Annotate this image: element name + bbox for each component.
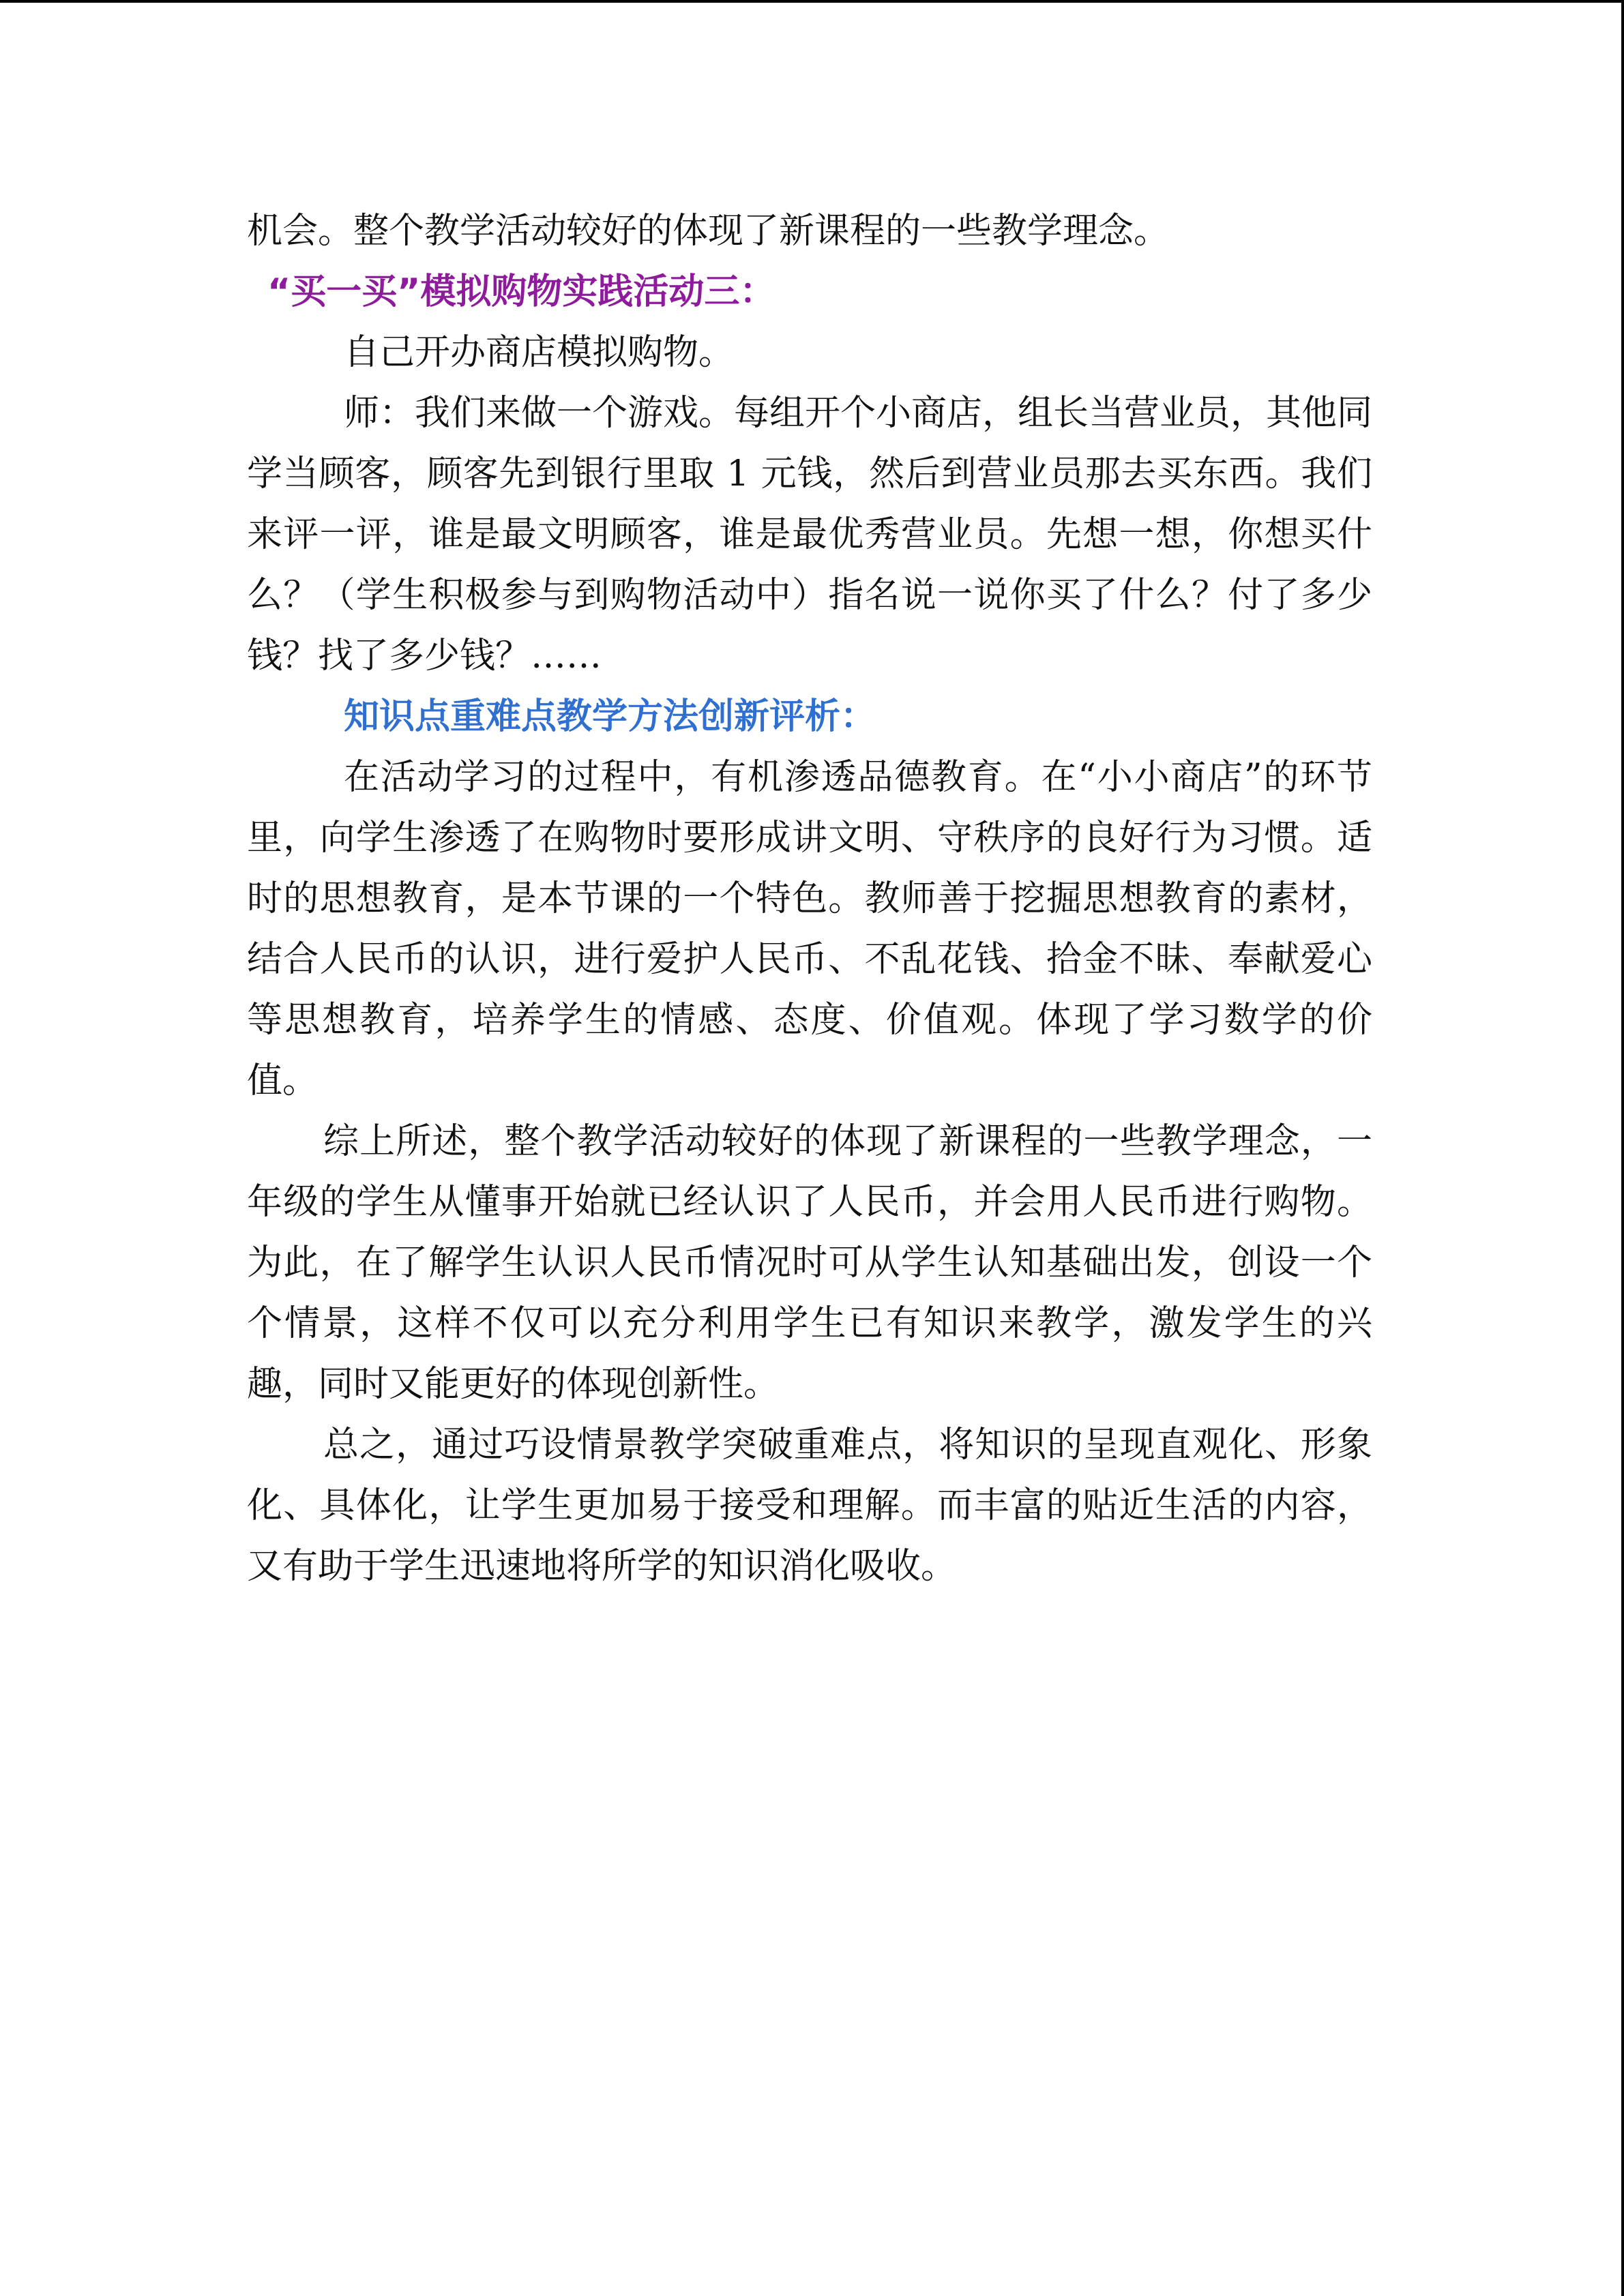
document-body — [247, 201, 1372, 1597]
section-heading-analysis: 知识点重难点教学方法创新评析： — [344, 696, 876, 737]
paragraph-teacher-game: 师：我们来做一个游戏。每组开个小商店，组长当营业员，其他同学当顾客，顾客先到银行里取 1 元钱，然后到营业员那去买东西。我们来评一评，谁是最文明顾客，谁是最优秀营业员。先想一想，你想买什么？（学生积极参与到购物活动中）指名说一说你买了什么？付了多少钱？找了多少钱？…… — [247, 393, 1373, 676]
page-border-right — [1621, 0, 1624, 2296]
paragraph-open-shop: 自己开办商店模拟购物。 — [344, 332, 735, 373]
paragraph-moral-education: 在活动学习的过程中，有机渗透品德教育。在“小小商店”的环节里，向学生渗透了在购物时要形成讲文明、守秩序的良好行为习惯。适时的思想教育，是本节课的一个特色。教师善于挖掘思想教育的素材，结合人民币的认识，进行爱护人民币、不乱花钱、拾金不昧、奉献爱心等思想教育，培养学生的情感、态度、价值观。体现了学习数学的价值。 — [247, 757, 1372, 1101]
page-border-top — [0, 0, 1624, 3]
paragraph-continuation: 机会。整个教学活动较好的体现了新课程的一些教学理念。 — [247, 211, 1170, 252]
paragraph-summary: 综上所述，整个教学活动较好的体现了新课程的一些教学理念，一年级的学生从懂事开始就已经认识了人民币，并会用人民币进行购物。为此，在了解学生认识人民币情况时可从学生认知基础出发，创设一个个情景，这样不仅可以充分利用学生已有知识来教学，激发学生的兴趣，同时又能更好的体现创新性。 — [247, 1121, 1372, 1405]
paragraph-conclusion: 总之，通过巧设情景教学突破重难点，将知识的呈现直观化、形象化、具体化，让学生更加易于接受和理解。而丰富的贴近生活的内容，又有助于学生迅速地将所学的知识消化吸收。 — [247, 1425, 1372, 1587]
section-heading-activity-three: “买一买”模拟购物实践活动三： — [267, 271, 776, 312]
